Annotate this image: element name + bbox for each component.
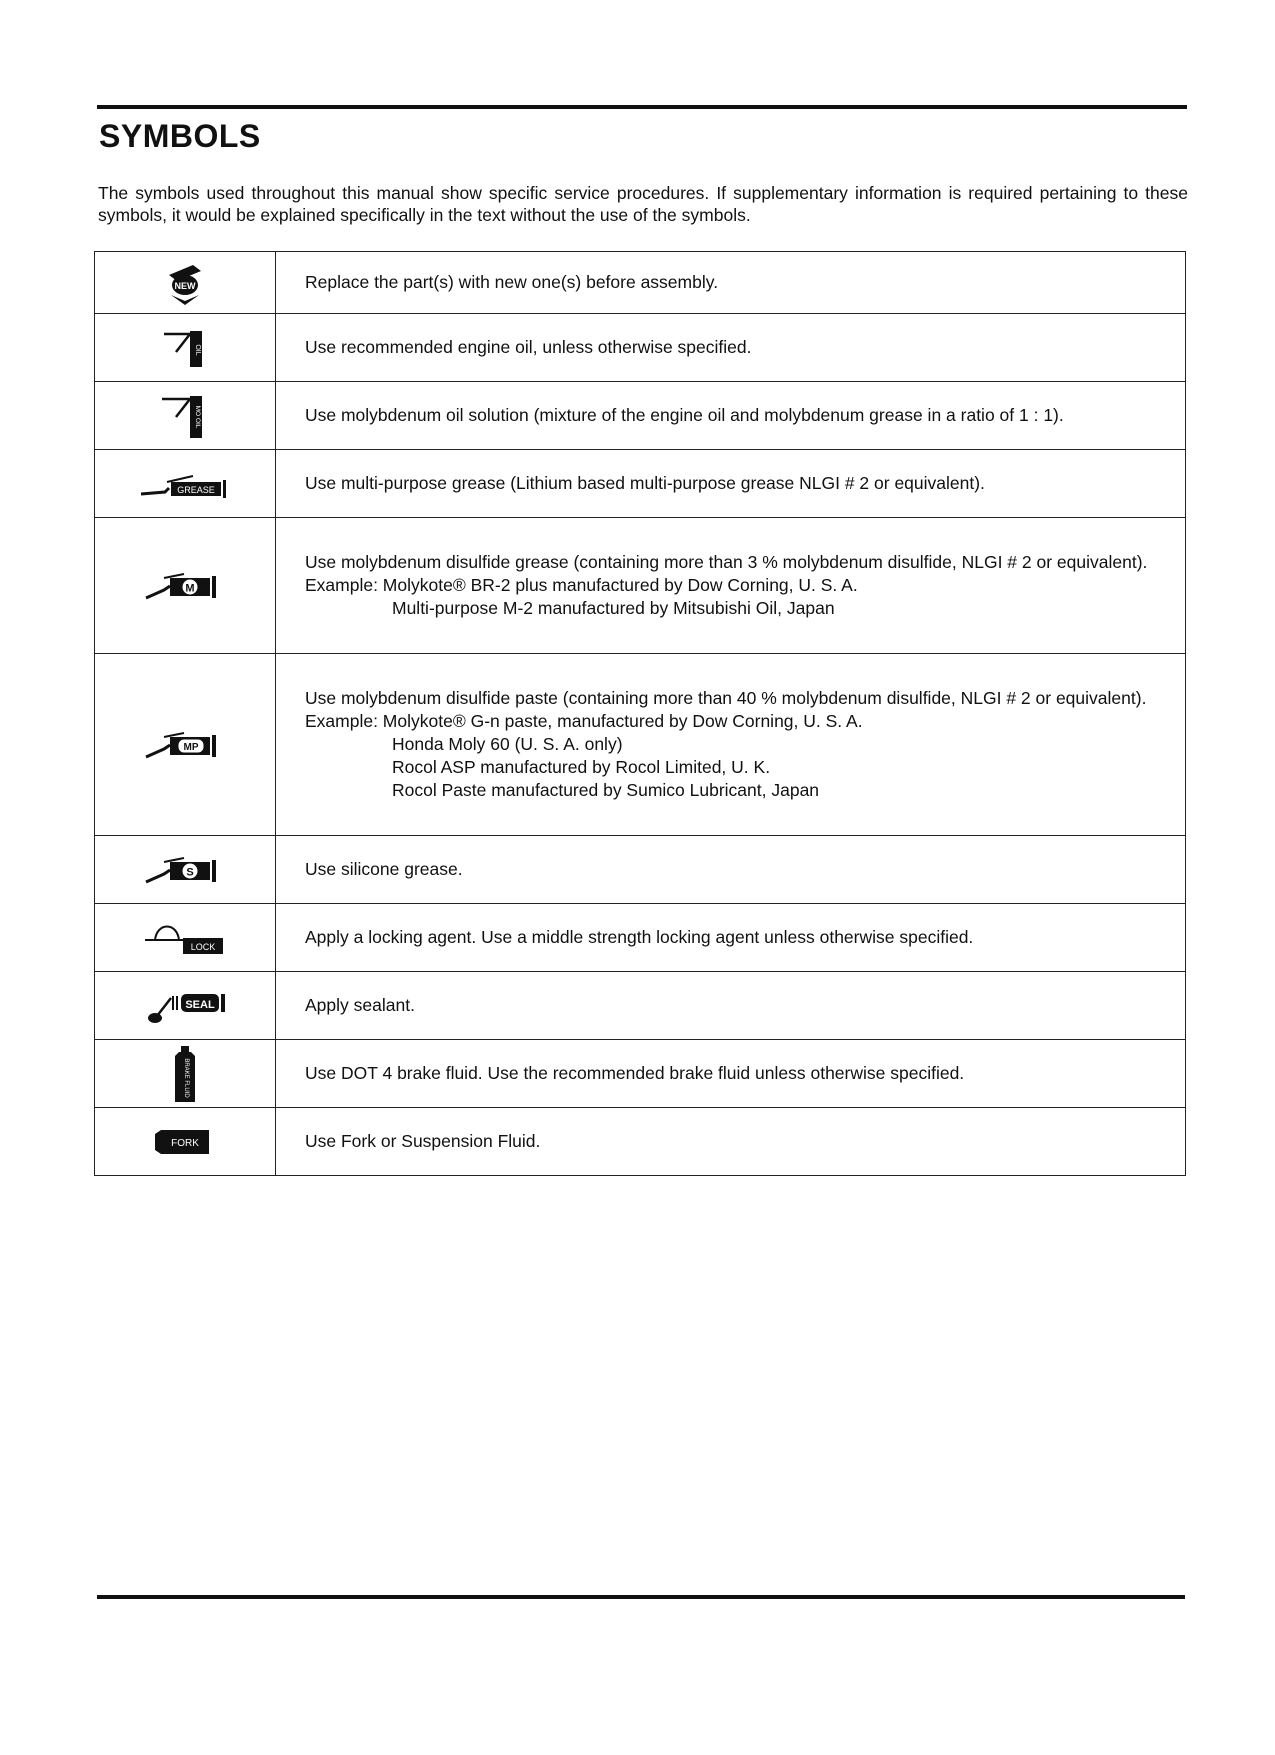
new-icon-label: NEW [174,280,196,291]
description-line: Use molybdenum disulfide paste (containing more than 40 % molybdenum disulfide, NLGI # 2 or equivalent). [305,688,1147,708]
mo-oil-icon-label: MO OIL [194,405,201,428]
symbol-row-seal [95,972,1186,1040]
sealant-icon [135,986,235,1026]
oil-icon-label: OIL [194,343,201,356]
grease-icon-label: GREASE [177,484,215,495]
description-cell [276,382,1186,450]
description-cell [276,904,1186,972]
icon-cell [95,314,276,382]
icon-cell [95,904,276,972]
engine-oil-icon [150,326,220,370]
brake-fluid-icon-label: BRAKE FLUID [183,1057,189,1098]
symbols-table [94,251,1186,1176]
example-line: Example: Molykote® G-n paste, manufactured by Dow Corning, U. S. A. [305,711,863,731]
description-cell [276,654,1186,836]
description-line: Use Fork or Suspension Fluid. [305,1131,541,1151]
bottom-rule [97,1595,1185,1599]
fork-icon-label: FORK [171,1137,199,1149]
description-cell [276,836,1186,904]
description-cell [276,1040,1186,1108]
symbol-row-new [95,252,1186,314]
description-line: Use recommended engine oil, unless otherwise specified. [305,337,752,357]
silicone-grease-icon [140,850,230,890]
description-cell [276,450,1186,518]
top-rule [97,105,1187,109]
description-line: Use DOT 4 brake fluid. Use the recommended brake fluid unless otherwise specified. [305,1063,965,1083]
example-indent-line: Honda Moly 60 (U. S. A. only) [392,734,623,754]
description-cell [276,1108,1186,1176]
description-cell [276,314,1186,382]
molybdenum-oil-icon [150,391,220,441]
icon-cell [95,450,276,518]
symbol-row-silicone [95,836,1186,904]
fork-fluid-icon [145,1124,225,1160]
symbol-row-moly-grease [95,518,1186,654]
description-line: Use multi-purpose grease (Lithium based multi-purpose grease NLGI # 2 or equivalent). [305,473,985,493]
symbol-row-fork [95,1108,1186,1176]
icon-cell [95,518,276,654]
symbol-row-brake-fluid [95,1040,1186,1108]
description-cell [276,518,1186,654]
brake-fluid-icon [165,1044,205,1104]
locking-agent-icon [135,918,235,958]
description-line: Apply sealant. [305,995,415,1015]
mp-icon-label: MP [183,741,199,753]
symbol-row-oil [95,314,1186,382]
description-line: Use molybdenum oil solution (mixture of the engine oil and molybdenum grease in a ratio of 1 : 1). [305,405,1064,425]
description-cell [276,972,1186,1040]
example-indent-line: Rocol ASP manufactured by Rocol Limited, U. K. [392,757,771,777]
grease-icon [135,466,235,502]
molybdenum-paste-icon [140,725,230,765]
seal-icon-label: SEAL [185,998,215,1011]
intro-paragraph: The symbols used throughout this manual show specific service procedures. If supplementary information is required pertaining to these symbols, it would be explained specifically in the text without the use of the symbols. [98,183,1188,225]
symbol-row-lock [95,904,1186,972]
s-icon-label: S [186,866,194,878]
icon-cell [95,252,276,314]
icon-cell [95,1040,276,1108]
example-line: Example: Molykote® BR-2 plus manufactured by Dow Corning, U. S. A. [305,575,858,595]
icon-cell [95,972,276,1040]
example-indent-line: Multi-purpose M-2 manufactured by Mitsubishi Oil, Japan [392,598,835,618]
icon-cell [95,382,276,450]
icon-cell [95,1108,276,1176]
symbol-row-grease [95,450,1186,518]
icon-cell [95,836,276,904]
molybdenum-grease-icon [140,566,230,606]
symbol-row-moly-paste [95,654,1186,836]
symbol-row-mo-oil [95,382,1186,450]
description-cell [276,252,1186,314]
description-line: Use silicone grease. [305,859,463,879]
m-icon-label: M [185,582,195,594]
lock-icon-label: LOCK [190,941,216,952]
example-indent-line: Rocol Paste manufactured by Sumico Lubricant, Japan [392,780,820,800]
description-line: Use molybdenum disulfide grease (containing more than 3 % molybdenum disulfide, NLGI # 2 or equivalent). [305,552,1148,572]
new-part-icon [155,261,215,305]
page-title: SYMBOLS [99,118,261,154]
description-line: Apply a locking agent. Use a middle strength locking agent unless otherwise specified. [305,927,974,947]
description-line: Replace the part(s) with new one(s) before assembly. [305,272,719,292]
icon-cell [95,654,276,836]
